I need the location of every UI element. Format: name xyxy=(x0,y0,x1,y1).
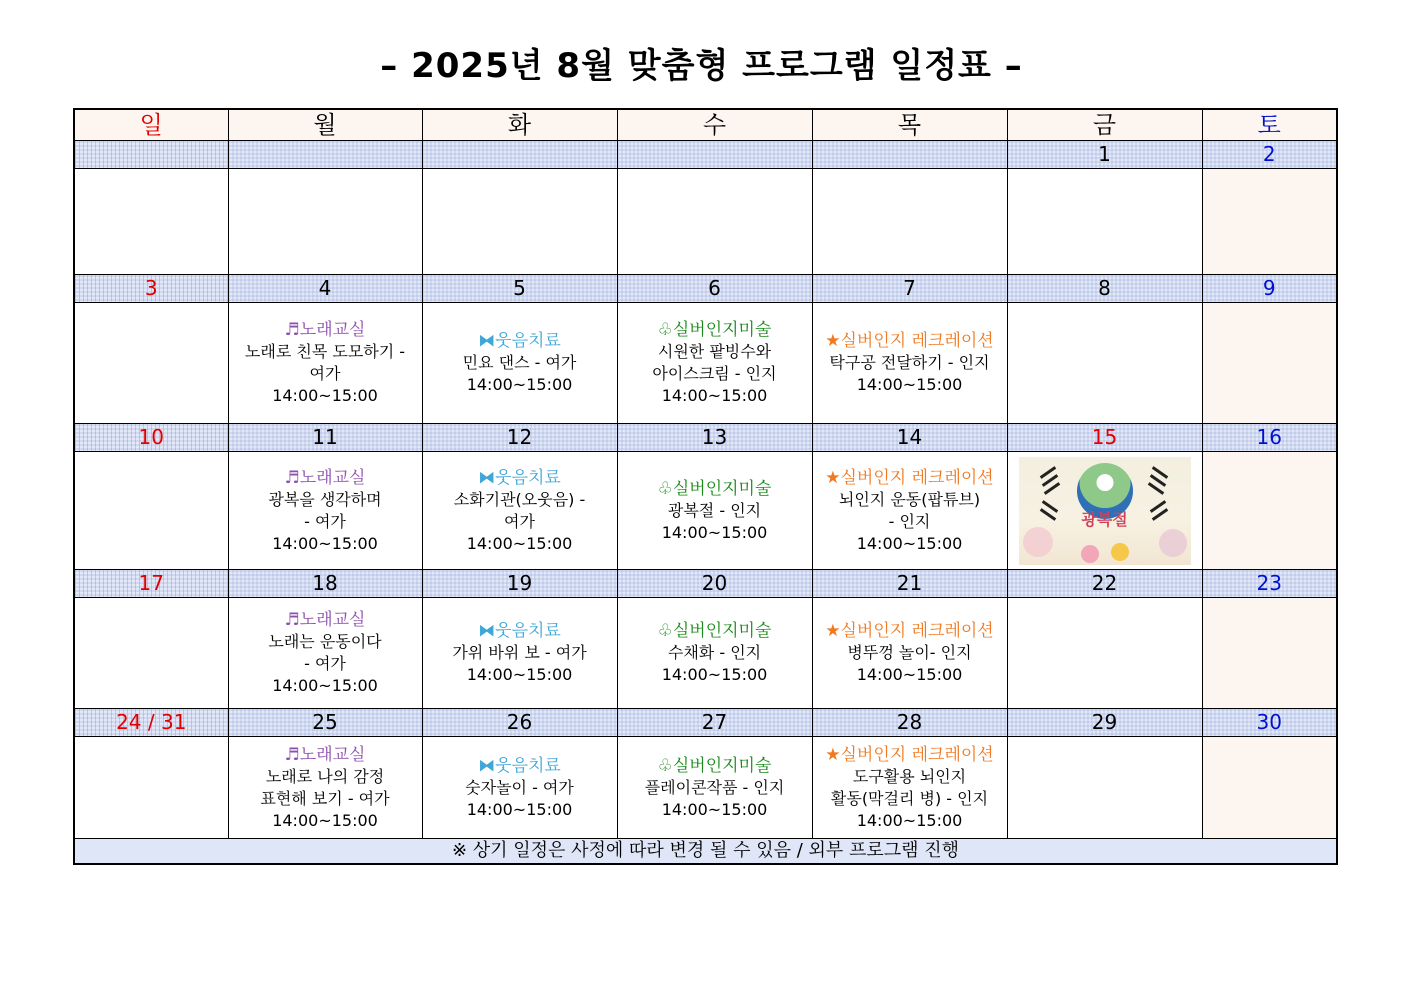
week1-date-row xyxy=(74,141,1337,169)
program-title: 탁구공 전달하기 - 인지 xyxy=(829,353,990,372)
date-cell: 30 xyxy=(1202,709,1337,737)
calendar-table xyxy=(73,108,1338,865)
program-title: - 인지 xyxy=(888,511,931,531)
program-title: - 여가 xyxy=(304,654,346,673)
day-cell xyxy=(617,169,812,275)
program-cell xyxy=(422,452,617,570)
date-cell xyxy=(812,141,1007,169)
program-cell xyxy=(228,452,422,570)
program-time: 14:00~15:00 xyxy=(272,533,378,553)
program-title: 노래는 운동이다 xyxy=(268,632,382,651)
program-time: 14:00~15:00 xyxy=(856,375,963,394)
day-cell xyxy=(74,737,228,839)
date-cell xyxy=(422,141,617,169)
date-cell: 15 xyxy=(1007,424,1202,452)
program-category: ⧓웃음치료 xyxy=(478,755,561,776)
day-cell xyxy=(74,303,228,424)
program-time: 14:00~15:00 xyxy=(272,386,378,405)
program-time: 14:00~15:00 xyxy=(466,375,573,394)
program-title: 병뚜껑 놀이- 인지 xyxy=(847,643,972,662)
program-time: 14:00~15:00 xyxy=(466,665,573,684)
program-cell xyxy=(812,598,1007,709)
date-cell: 20 xyxy=(617,570,812,598)
program-category: ★실버인지 레크레이션 xyxy=(825,467,994,488)
weekday-tue: 화 xyxy=(422,109,617,141)
program-category: ♧실버인지미술 xyxy=(657,320,772,340)
date-cell: 17 xyxy=(74,570,228,598)
date-cell: 18 xyxy=(228,570,422,598)
date-cell: 8 xyxy=(1007,275,1202,303)
day-cell xyxy=(1007,598,1202,709)
program-category: ★실버인지 레크레이션 xyxy=(825,621,994,641)
week3-content-row xyxy=(74,452,1337,570)
program-category: ⧓웃음치료 xyxy=(478,621,561,641)
program-cell xyxy=(228,303,422,424)
program-category: ♧실버인지미술 xyxy=(657,755,772,776)
day-cell xyxy=(1202,303,1337,424)
day-cell xyxy=(1202,737,1337,839)
program-category: ♬노래교실 xyxy=(284,320,366,340)
program-category: ★실버인지 레크레이션 xyxy=(825,744,994,765)
program-title: 여가 xyxy=(309,364,341,383)
date-cell: 1 xyxy=(1007,141,1202,169)
program-time: 14:00~15:00 xyxy=(661,799,768,819)
program-category: ♬노래교실 xyxy=(284,744,366,765)
program-time: 14:00~15:00 xyxy=(466,799,573,819)
program-title: 아이스크림 - 인지 xyxy=(652,364,777,383)
date-cell: 5 xyxy=(422,275,617,303)
date-cell xyxy=(74,141,228,169)
day-cell xyxy=(1007,169,1202,275)
program-time: 14:00~15:00 xyxy=(466,533,573,553)
day-cell xyxy=(74,598,228,709)
program-title: 도구활용 뇌인지 xyxy=(852,766,967,786)
date-cell: 16 xyxy=(1202,424,1337,452)
footer-note: ※ 상기 일정은 사정에 따라 변경 될 수 있음 / 외부 프로그램 진행 xyxy=(74,839,1337,865)
program-cell xyxy=(617,737,812,839)
liberation-day-poster-cell xyxy=(1007,452,1202,570)
program-cell xyxy=(812,452,1007,570)
program-title: 시원한 팥빙수와 xyxy=(657,342,772,361)
date-cell: 28 xyxy=(812,709,1007,737)
date-cell: 26 xyxy=(422,709,617,737)
day-cell xyxy=(74,169,228,275)
program-category: ♧실버인지미술 xyxy=(657,478,772,499)
poster-title: 광복절 xyxy=(1081,509,1128,529)
program-category: ★실버인지 레크레이션 xyxy=(825,331,994,351)
program-title: 숫자놀이 - 여가 xyxy=(465,777,574,797)
program-time: 14:00~15:00 xyxy=(856,665,963,684)
week4-content-row xyxy=(74,598,1337,709)
week5-date-row xyxy=(74,709,1337,737)
date-cell: 27 xyxy=(617,709,812,737)
weekday-mon: 월 xyxy=(228,109,422,141)
date-cell: 3 xyxy=(74,275,228,303)
date-cell: 14 xyxy=(812,424,1007,452)
program-title: 뇌인지 운동(팝튜브) xyxy=(838,489,981,509)
program-cell xyxy=(617,598,812,709)
date-cell: 6 xyxy=(617,275,812,303)
date-cell: 12 xyxy=(422,424,617,452)
date-cell: 21 xyxy=(812,570,1007,598)
day-cell xyxy=(1007,303,1202,424)
date-cell xyxy=(228,141,422,169)
day-cell xyxy=(1202,169,1337,275)
weekday-wed: 수 xyxy=(617,109,812,141)
date-cell: 4 xyxy=(228,275,422,303)
program-cell xyxy=(812,737,1007,839)
week4-date-row xyxy=(74,570,1337,598)
program-time: 14:00~15:00 xyxy=(272,810,378,830)
program-cell xyxy=(617,452,812,570)
program-cell xyxy=(228,598,422,709)
date-cell: 22 xyxy=(1007,570,1202,598)
program-title: 광복절 - 인지 xyxy=(667,500,762,520)
program-title: - 여가 xyxy=(304,511,346,531)
week1-content-row xyxy=(74,169,1337,275)
program-title: 활동(막걸리 병) - 인지 xyxy=(830,788,989,808)
program-time: 14:00~15:00 xyxy=(856,810,963,830)
date-cell xyxy=(617,141,812,169)
week3-date-row xyxy=(74,424,1337,452)
weekday-sat: 토 xyxy=(1202,109,1337,141)
program-category: ⧓웃음치료 xyxy=(478,331,561,351)
date-cell: 19 xyxy=(422,570,617,598)
program-category: ♬노래교실 xyxy=(284,467,366,488)
date-cell: 13 xyxy=(617,424,812,452)
page-title: – 2025년 8월 맞춤형 프로그램 일정표 – xyxy=(380,46,1023,86)
program-category: ♬노래교실 xyxy=(284,610,366,630)
day-cell xyxy=(422,169,617,275)
day-cell xyxy=(812,169,1007,275)
week2-date-row xyxy=(74,275,1337,303)
day-cell xyxy=(1202,452,1337,570)
program-title: 민요 댄스 - 여가 xyxy=(462,353,577,372)
program-title: 표현해 보기 - 여가 xyxy=(260,788,390,808)
footer-row xyxy=(74,839,1337,865)
weekday-sun: 일 xyxy=(74,109,228,141)
day-cell xyxy=(1007,737,1202,839)
weekday-thu: 목 xyxy=(812,109,1007,141)
liberation-day-poster-image xyxy=(1019,457,1191,565)
date-cell: 25 xyxy=(228,709,422,737)
weekday-header-row xyxy=(74,109,1337,141)
program-title: 플레이콘작품 - 인지 xyxy=(644,777,785,797)
program-title: 소화기관(오웃음) - xyxy=(453,489,586,509)
program-title: 노래로 나의 감정 xyxy=(265,766,385,786)
program-title: 가위 바위 보 - 여가 xyxy=(452,643,587,662)
week2-content-row xyxy=(74,303,1337,424)
program-cell xyxy=(617,303,812,424)
program-title: 여가 xyxy=(504,511,535,531)
date-cell: 10 xyxy=(74,424,228,452)
date-cell: 23 xyxy=(1202,570,1337,598)
weekday-fri: 금 xyxy=(1007,109,1202,141)
date-cell: 7 xyxy=(812,275,1007,303)
program-category: ♧실버인지미술 xyxy=(657,621,772,641)
program-cell xyxy=(228,737,422,839)
program-title: 광복을 생각하며 xyxy=(268,489,382,509)
program-time: 14:00~15:00 xyxy=(661,386,768,405)
program-cell xyxy=(812,303,1007,424)
day-cell xyxy=(74,452,228,570)
program-category: ⧓웃음치료 xyxy=(478,467,561,488)
date-cell: 11 xyxy=(228,424,422,452)
day-cell xyxy=(228,169,422,275)
day-cell xyxy=(1202,598,1337,709)
date-cell: 24 / 31 xyxy=(74,709,228,737)
program-title: 노래로 친목 도모하기 - xyxy=(244,342,406,361)
program-time: 14:00~15:00 xyxy=(661,522,768,542)
program-cell xyxy=(422,598,617,709)
program-time: 14:00~15:00 xyxy=(661,665,768,684)
date-cell: 2 xyxy=(1202,141,1337,169)
program-cell xyxy=(422,737,617,839)
date-cell: 29 xyxy=(1007,709,1202,737)
program-time: 14:00~15:00 xyxy=(856,533,963,553)
date-cell: 9 xyxy=(1202,275,1337,303)
program-time: 14:00~15:00 xyxy=(272,676,378,695)
program-cell xyxy=(422,303,617,424)
week5-content-row xyxy=(74,737,1337,839)
program-title: 수채화 - 인지 xyxy=(667,643,762,662)
